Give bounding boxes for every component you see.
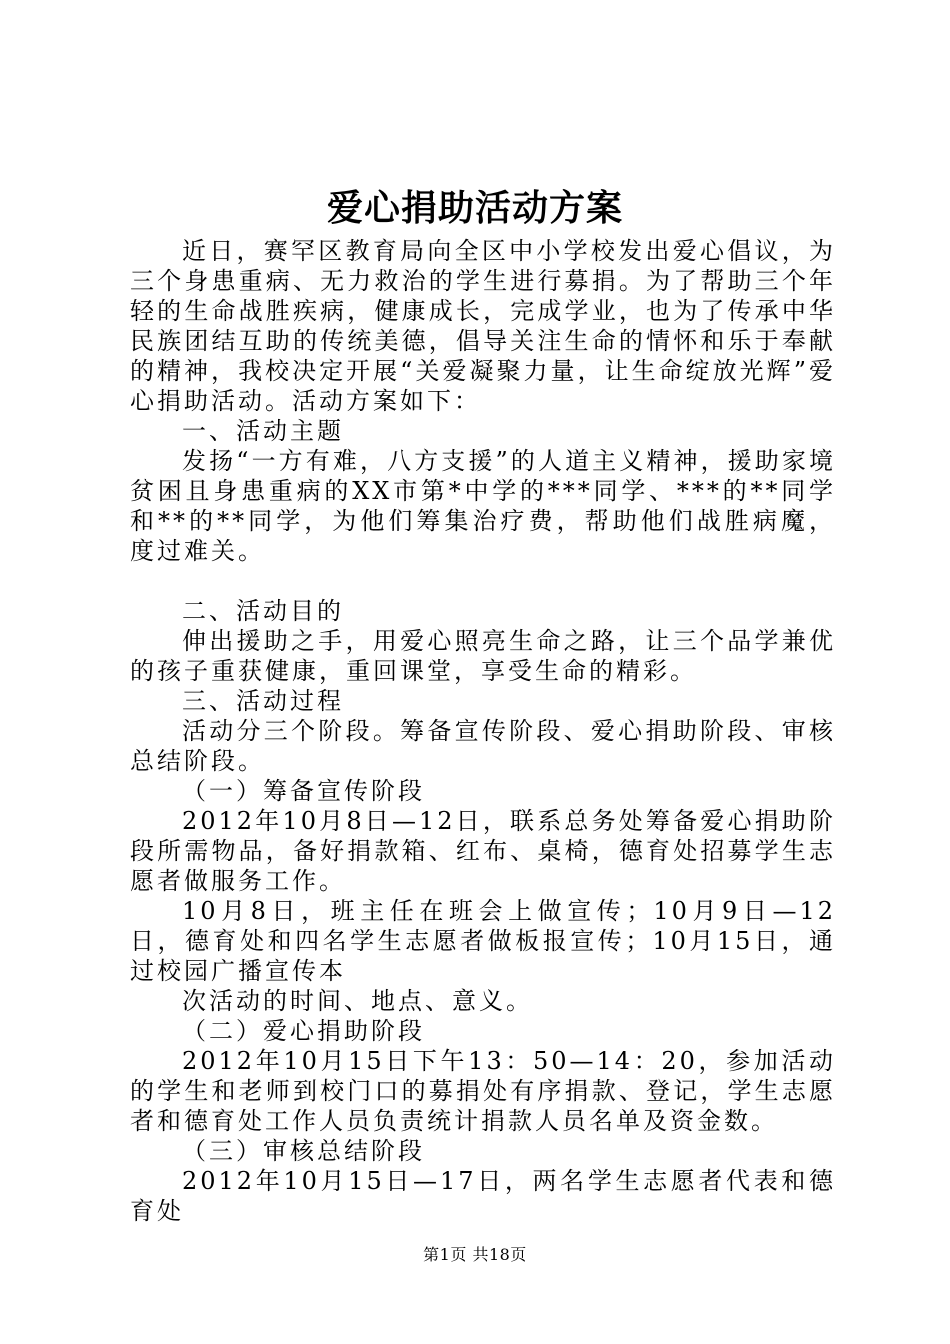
preparation-paragraph-2: 10月8日，班主任在班会上做宣传；10月9日—12日，德育处和四名学生志愿者做板报宣传；10月15日，通过校园广播宣传本: [130, 897, 836, 985]
subsection-heading-donation: （二）爱心捐助阶段: [182, 1017, 425, 1045]
document-title: 爱心捐助活动方案: [326, 187, 623, 229]
purpose-paragraph: 伸出援助之手，用爱心照亮生命之路，让三个品学兼优的孩子重获健康，重回课堂，享受生命的精彩。: [130, 627, 836, 685]
blank-line: [130, 566, 836, 596]
page-footer: 第1页 共18页: [423, 1245, 527, 1264]
section-heading-process: 三、活动过程: [182, 687, 344, 715]
subsection-heading-review: （三）审核总结阶段: [182, 1137, 425, 1165]
section-heading-purpose: 二、活动目的: [182, 597, 344, 625]
donation-paragraph: 2012年10月15日下午13：50—14：20，参加活动的学生和老师到校门口的募捐处有序捐款、登记，学生志愿者和德育处工作人员负责统计捐款人员名单及资金数。: [130, 1047, 836, 1135]
intro-paragraph: 近日，赛罕区教育局向全区中小学校发出爱心倡议，为三个身患重病、无力救治的学生进行募捐。为了帮助三个年轻的生命战胜疾病，健康成长，完成学业，也为了传承中华民族团结互助的传统美德，倡导关注生命的情怀和乐于奉献的精神，我校决定开展“关爱凝聚力量，让生命绽放光辉”爱心捐助活动。活动方案如下：: [130, 237, 836, 415]
theme-paragraph: 发扬“一方有难，八方支援”的人道主义精神，援助家境贫困且身患重病的XX市第*中学的***同学、***的**同学和**的**同学，为他们筹集治疗费，帮助他们战胜病魔，度过难关。: [130, 447, 836, 565]
process-paragraph: 活动分三个阶段。筹备宣传阶段、爱心捐助阶段、审核总结阶段。: [130, 717, 836, 775]
section-heading-theme: 一、活动主题: [182, 417, 344, 445]
preparation-paragraph-3: 次活动的时间、地点、意义。: [182, 987, 533, 1015]
document-body: [130, 236, 836, 1226]
subsection-heading-preparation: （一）筹备宣传阶段: [182, 777, 425, 805]
review-paragraph: 2012年10月15日—17日，两名学生志愿者代表和德育处: [130, 1167, 836, 1225]
preparation-paragraph-1: 2012年10月8日—12日，联系总务处筹备爱心捐助阶段所需物品，备好捐款箱、红布、桌椅，德育处招募学生志愿者做服务工作。: [130, 807, 836, 895]
